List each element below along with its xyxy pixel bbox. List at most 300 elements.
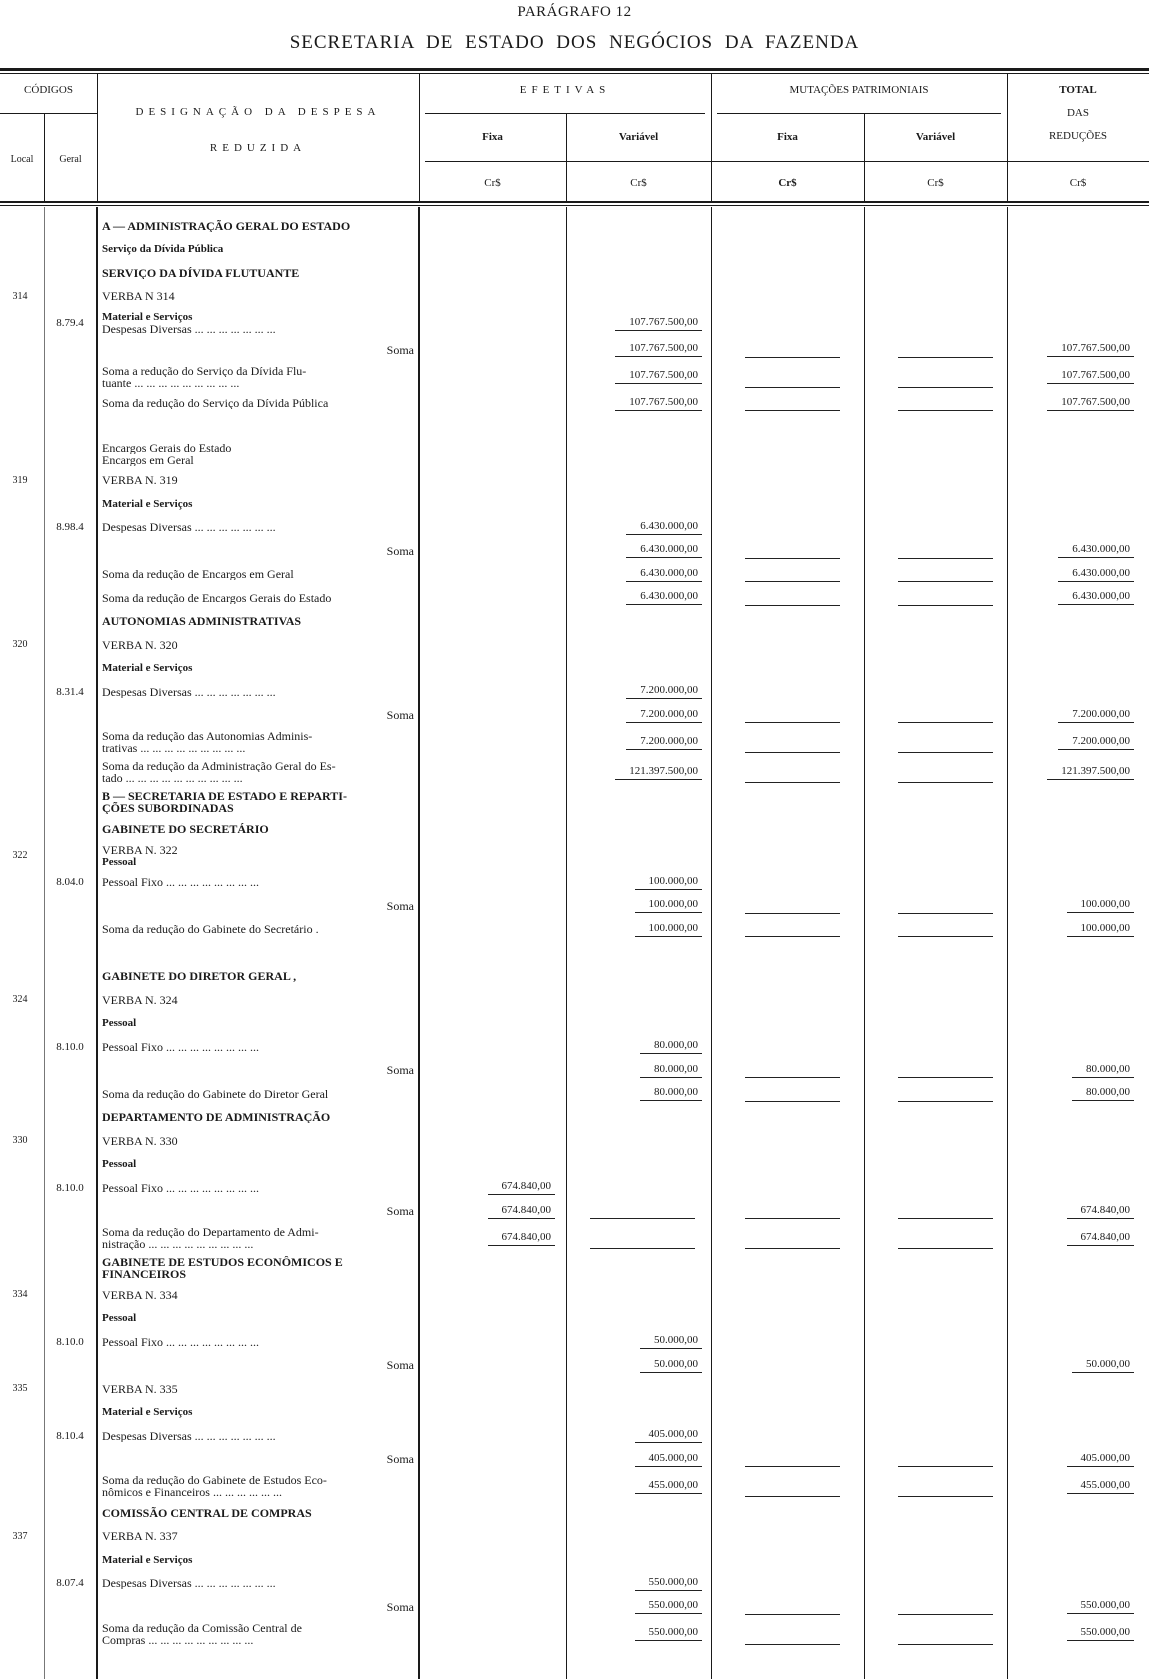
expense-designation [102,871,414,895]
total-reducoes-value-text: 7.200.000,00 [1058,735,1134,750]
table-row [0,680,1149,704]
designation-line: Soma da redução das Autonomias Adminis- [102,730,313,742]
efetivas-fixa-value [425,1223,555,1253]
empty-mutacoes-fixa-rule [745,1101,840,1102]
total-reducoes-value-text: 50.000,00 [1072,1358,1134,1373]
total-reducoes-value-text: 107.767.500,00 [1047,396,1134,411]
currency-label: Cr$ [1069,177,1087,189]
table-row [0,1471,1149,1501]
table-row [0,285,1149,309]
empty-mutacoes-variavel-rule [898,1077,993,1078]
table-row [0,1253,1149,1283]
empty-mutacoes-variavel-rule [898,1101,993,1102]
total-reducoes-value [1012,539,1134,563]
table-row [0,238,1149,262]
table-row [0,492,1149,516]
designation-line: A — ADMINISTRAÇÃO GERAL DO ESTADO [102,219,351,232]
expense-designation [102,633,414,657]
empty-mutacoes-fixa-rule [745,722,840,723]
local-code-text: 335 [12,1383,28,1395]
total-reducoes-value [1012,362,1134,392]
top-rule-thin [0,73,1149,74]
total-reducoes-value [1012,1354,1134,1378]
efetivas-rule [425,113,705,114]
expense-designation [102,1471,414,1501]
local-code [0,988,40,1012]
efetivas-variavel-value-text: 100.000,00 [635,898,703,913]
designation-line: Pessoal Fixo ... ... ... ... ... ... ... ... [102,1181,260,1194]
table-row [0,1619,1149,1649]
expense-designation [102,492,414,516]
designation-line: VERBA N. 334 [102,1288,178,1301]
designation-line: Material e Serviços [102,1406,193,1419]
efetivas-variavel-value [572,586,702,610]
designation-line: Pessoal [102,855,137,868]
expense-designation [102,1501,414,1525]
header-local: Local [10,154,34,165]
empty-mutacoes-fixa-rule [745,913,840,914]
empty-mutacoes-variavel-rule [898,605,993,606]
expense-designation [102,261,414,285]
expense-designation [102,516,414,540]
header-geral: Geral [59,154,82,165]
empty-mutacoes-fixa-rule [745,752,840,753]
table-row [0,1307,1149,1331]
designation-line: Pessoal [102,1158,137,1171]
efetivas-variavel-value-text: 80.000,00 [640,1063,702,1078]
efetivas-variavel-value [572,680,702,704]
header-mutacoes: MUTAÇÕES PATRIMONIAIS [789,84,929,96]
table-row [0,308,1149,338]
total-reducoes-value [1012,1448,1134,1472]
geral-code [46,871,94,895]
efetivas-variavel-value [572,1424,702,1448]
total-reducoes-value-text: 80.000,00 [1072,1086,1134,1101]
designation-line: tuante ... ... ... ... ... ... ... ... ... [102,376,240,389]
table-row [0,214,1149,238]
designation-line: Despesas Diversas ... ... ... ... ... ... ... [102,1577,276,1590]
efetivas-variavel-value-text: 6.430.000,00 [626,543,702,558]
empty-mutacoes-variavel-rule [898,1496,993,1497]
currency-label: Cr$ [630,177,647,189]
expense-designation [102,1035,414,1059]
expense-designation [102,610,414,634]
table-row [0,516,1149,540]
designation-line: Soma [386,1359,414,1372]
expense-designation [102,817,414,841]
empty-mutacoes-variavel-rule [898,782,993,783]
table-row [0,1401,1149,1425]
local-code-text: 320 [12,639,28,651]
empty-mutacoes-variavel-rule [898,936,993,937]
efetivas-variavel-value [572,1354,702,1378]
designation-line: Encargos em Geral [102,453,194,466]
total-reducoes-value-text: 6.430.000,00 [1058,543,1134,558]
table-row [0,1548,1149,1572]
empty-mutacoes-fixa-rule [745,558,840,559]
total-reducoes-value [1012,704,1134,728]
table-row [0,1283,1149,1307]
empty-mutacoes-fixa-rule [745,1248,840,1249]
total-reducoes-value-text: 107.767.500,00 [1047,342,1134,357]
empty-mutacoes-variavel-rule [898,581,993,582]
expense-designation [102,1401,414,1425]
empty-mutacoes-fixa-rule [745,1218,840,1219]
efetivas-variavel-value [572,1082,702,1106]
designation-line: Pessoal [102,1312,137,1325]
empty-mutacoes-variavel-rule [898,410,993,411]
table-row [0,965,1149,989]
col-divider [97,74,98,201]
geral-code [46,1176,94,1200]
empty-mutacoes-variavel-rule [898,722,993,723]
efetivas-variavel-value-text: 121.397.500,00 [615,765,702,780]
efetivas-fixa-value [425,1200,555,1224]
expense-designation [102,285,414,309]
designation-line: Soma da redução do Gabinete de Estudos Eco- [102,1474,327,1486]
expense-designation [102,727,414,757]
designation-line: VERBA N. 319 [102,474,178,487]
total-reducoes-value [1012,338,1134,362]
designation-line: VERBA N. 337 [102,1530,178,1543]
designation-line: Soma [386,899,414,912]
page-title: SECRETARIA DE ESTADO DOS NEGÓCIOS DA FAZENDA [289,32,860,53]
efetivas-variavel-value-text: 50.000,00 [640,1334,702,1349]
expense-designation [102,894,414,918]
efetivas-variavel-value-text: 7.200.000,00 [626,708,702,723]
expense-designation [102,586,414,610]
expense-designation [102,214,414,238]
efetivas-variavel-value-text: 405.000,00 [635,1452,703,1467]
efetivas-variavel-value [572,757,702,787]
total-reducoes-value-text: 455.000,00 [1067,1479,1135,1494]
expense-designation [102,563,414,587]
designation-line: Soma [386,1064,414,1077]
efetivas-fixa-value-text: 674.840,00 [488,1180,556,1195]
expense-designation [102,238,414,262]
currency-label: Cr$ [484,177,501,189]
empty-mutacoes-fixa-rule [745,1644,840,1645]
total-reducoes-value [1012,1082,1134,1106]
designation-line: Soma [386,1453,414,1466]
empty-efetivas-variavel-rule [590,1248,695,1249]
efetivas-variavel-value-text: 50.000,00 [640,1358,702,1373]
efetivas-variavel-value [572,1619,702,1649]
header-reduzida: REDUZIDA [209,142,307,154]
empty-mutacoes-fixa-rule [745,357,840,358]
expense-designation [102,1253,414,1283]
efetivas-variavel-value [572,894,702,918]
total-reducoes-value-text: 674.840,00 [1067,1231,1135,1246]
geral-code [46,1330,94,1354]
total-reducoes-value-text: 107.767.500,00 [1047,369,1134,384]
local-code-text: 337 [12,1530,28,1542]
header-efetivas-variavel: Variável [618,131,659,143]
expense-designation [102,1082,414,1106]
local-code-text: 334 [12,1289,28,1301]
designation-line: VERBA N. 322 [102,843,178,856]
expense-designation [102,362,414,392]
designation-line: DEPARTAMENTO DE ADMINISTRAÇÃO [102,1111,331,1124]
expense-designation [102,704,414,728]
designation-line: Soma da redução do Gabinete do Secretário . [102,923,319,936]
designation-line: VERBA N. 335 [102,1382,178,1395]
empty-mutacoes-fixa-rule [745,782,840,783]
table-row [0,787,1149,817]
table-row [0,1424,1149,1448]
total-reducoes-value [1012,1223,1134,1253]
designation-line: tado ... ... ... ... ... ... ... ... ... ... [102,772,243,784]
total-reducoes-value-text: 550.000,00 [1067,1599,1135,1614]
header-efetivas: EFETIVAS [519,84,611,96]
geral-code-text: 8.79.4 [56,317,84,329]
designation-line: VERBA N. 320 [102,638,178,651]
total-reducoes-value-text: 6.430.000,00 [1058,567,1134,582]
expense-designation [102,539,414,563]
efetivas-variavel-value-text: 100.000,00 [635,875,703,890]
expense-designation [102,415,414,439]
table-row [0,727,1149,757]
local-code [0,1283,40,1307]
total-reducoes-value [1012,1619,1134,1649]
total-reducoes-value-text: 7.200.000,00 [1058,708,1134,723]
expense-designation [102,841,414,871]
local-code [0,1525,40,1549]
table-row [0,1176,1149,1200]
efetivas-fixa-value [425,1176,555,1200]
designation-line: Soma da redução da Comissão Central de [102,1621,302,1634]
expense-designation [102,439,414,469]
geral-code [46,1572,94,1596]
table-row [0,871,1149,895]
expense-designation [102,787,414,817]
designation-line: Soma [386,709,414,722]
efetivas-variavel-value [572,516,702,540]
table-row [0,1106,1149,1130]
table-row [0,586,1149,610]
designation-line: VERBA N 314 [102,290,175,303]
expense-designation [102,1619,414,1649]
expense-designation [102,757,414,787]
efetivas-variavel-value [572,704,702,728]
expense-designation [102,1595,414,1619]
table-row [0,1153,1149,1177]
total-reducoes-value-text: 121.397.500,00 [1047,765,1134,780]
header-designacao: DESIGNAÇÃO DA DESPESA [135,106,381,118]
table-row [0,1448,1149,1472]
total-reducoes-value [1012,894,1134,918]
efetivas-fixa-value-text: 674.840,00 [488,1204,556,1219]
empty-mutacoes-variavel-rule [898,1248,993,1249]
local-code-text: 324 [12,994,28,1006]
expense-designation [102,392,414,416]
expense-designation [102,1377,414,1401]
designation-line: Serviço da Dívida Pública [102,243,224,256]
table-row [0,469,1149,493]
mutacoes-rule [717,113,1001,114]
empty-mutacoes-fixa-rule [745,1614,840,1615]
table-row [0,1035,1149,1059]
total-reducoes-value [1012,727,1134,757]
expense-designation [102,1307,414,1331]
local-code-text: 322 [12,850,28,861]
expense-designation [102,680,414,704]
geral-code-text: 8.04.0 [56,876,84,889]
empty-mutacoes-fixa-rule [745,410,840,411]
designation-line: Soma [386,1600,414,1613]
table-row [0,1129,1149,1153]
expense-designation [102,1572,414,1596]
geral-code [46,308,94,338]
empty-mutacoes-fixa-rule [745,1496,840,1497]
efetivas-variavel-value [572,338,702,362]
total-reducoes-value-text: 405.000,00 [1067,1452,1135,1467]
geral-code-text: 8.07.4 [56,1577,84,1590]
header-reducoes: REDUÇÕES [1048,130,1108,142]
header-das: DAS [1066,107,1089,119]
header-codigos: CÓDIGOS [24,84,73,96]
table-row [0,610,1149,634]
expense-designation [102,657,414,681]
efetivas-fixa-value-text: 674.840,00 [488,1231,556,1246]
expense-designation [102,308,414,338]
expense-designation [102,988,414,1012]
designation-line: Material e Serviços [102,311,193,323]
designation-line: Compras ... ... ... ... ... ... ... ... ... [102,1633,254,1646]
empty-mutacoes-fixa-rule [745,936,840,937]
table-row [0,1059,1149,1083]
efetivas-variavel-value-text: 6.430.000,00 [626,520,702,535]
efetivas-variavel-value [572,1035,702,1059]
geral-code-text: 8.10.4 [56,1429,84,1442]
efetivas-variavel-value [572,1059,702,1083]
table-row [0,1501,1149,1525]
designation-line: VERBA N. 324 [102,993,178,1006]
efetivas-variavel-value-text: 550.000,00 [635,1576,703,1591]
empty-mutacoes-variavel-rule [898,1614,993,1615]
table-row [0,841,1149,871]
local-code [0,1129,40,1153]
geral-code [46,1424,94,1448]
geral-code [46,516,94,540]
designation-line: Pessoal [102,1017,137,1030]
geral-code-text: 8.10.0 [56,1335,84,1348]
efetivas-variavel-value [572,1448,702,1472]
efetivas-variavel-value-text: 7.200.000,00 [626,684,702,699]
table-row [0,817,1149,841]
designation-line: Soma da redução da Administração Geral do Es- [102,760,336,772]
total-reducoes-value [1012,1059,1134,1083]
expense-designation [102,1223,414,1253]
table-row [0,1572,1149,1596]
designation-line: Soma da redução de Encargos em Geral [102,568,294,581]
efetivas-variavel-value [572,871,702,895]
designation-line: GABINETE DO SECRETÁRIO [102,822,269,835]
designation-line: Soma a redução do Serviço da Dívida Flu- [102,364,307,377]
geral-code-text: 8.31.4 [56,685,84,698]
efetivas-variavel-value-text: 107.767.500,00 [615,396,702,411]
efetivas-variavel-value-text: 6.430.000,00 [626,590,702,605]
designation-line: nistração ... ... ... ... ... ... ... ... ... [102,1238,254,1250]
expense-designation [102,941,414,965]
table-row [0,1595,1149,1619]
expense-designation [102,1012,414,1036]
empty-mutacoes-variavel-rule [898,752,993,753]
expense-designation [102,1283,414,1307]
paragraph-heading: PARÁGRAFO 12 [517,4,632,20]
header-bottom-rule [0,201,1149,203]
designation-line: COMISSÃO CENTRAL DE COMPRAS [102,1506,312,1519]
efetivas-variavel-value-text: 107.767.500,00 [615,369,702,384]
subheader-rule [425,161,1149,162]
table-row [0,392,1149,416]
efetivas-variavel-value-text: 100.000,00 [635,922,703,937]
expense-designation [102,469,414,493]
total-reducoes-value-text: 100.000,00 [1067,922,1135,937]
geral-code [46,1035,94,1059]
designation-line: Material e Serviços [102,497,193,510]
header-mutacoes-variavel: Variável [915,131,956,143]
table-row [0,415,1149,439]
efetivas-variavel-value-text: 80.000,00 [640,1039,702,1054]
header-efetivas-fixa: Fixa [482,131,503,143]
table-row [0,1082,1149,1106]
designation-line: Soma [386,544,414,557]
designation-line: Pessoal Fixo ... ... ... ... ... ... ... ... [102,1040,260,1053]
header-bottom-rule-thin [0,205,1149,206]
expense-designation [102,338,414,362]
table-row [0,539,1149,563]
total-reducoes-value-text: 6.430.000,00 [1058,590,1134,605]
designation-line: Pessoal Fixo ... ... ... ... ... ... ... ... [102,1335,260,1348]
total-reducoes-value [1012,1200,1134,1224]
efetivas-variavel-value [572,563,702,587]
expense-designation [102,1548,414,1572]
expense-designation [102,1330,414,1354]
local-code [0,633,40,657]
designation-line: SERVIÇO DA DÍVIDA FLUTUANTE [102,266,300,279]
expense-designation [102,965,414,989]
table-row [0,1525,1149,1549]
total-reducoes-value [1012,757,1134,787]
designation-line: Soma [386,1205,414,1218]
efetivas-variavel-value [572,727,702,757]
table-row [0,894,1149,918]
table-row [0,1354,1149,1378]
empty-mutacoes-fixa-rule [745,387,840,388]
geral-code-text: 8.10.0 [56,1181,84,1194]
designation-line: Material e Serviços [102,1553,193,1566]
designation-line: AUTONOMIAS ADMINISTRATIVAS [102,615,302,628]
designation-line: Despesas Diversas ... ... ... ... ... ... ... [102,685,276,698]
expense-designation [102,1176,414,1200]
total-reducoes-value [1012,586,1134,610]
designation-line: Despesas Diversas ... ... ... ... ... ... ... [102,1429,276,1442]
designation-line: B — SECRETARIA DE ESTADO E REPARTI- [102,790,347,802]
efetivas-variavel-value [572,308,702,338]
empty-mutacoes-fixa-rule [745,1466,840,1467]
table-row [0,261,1149,285]
empty-mutacoes-variavel-rule [898,1644,993,1645]
local-code [0,841,40,871]
expense-designation [102,1153,414,1177]
efetivas-variavel-value [572,1572,702,1596]
empty-mutacoes-variavel-rule [898,913,993,914]
efetivas-variavel-value-text: 7.200.000,00 [626,735,702,750]
table-row [0,563,1149,587]
total-reducoes-value [1012,918,1134,942]
efetivas-variavel-value [572,539,702,563]
